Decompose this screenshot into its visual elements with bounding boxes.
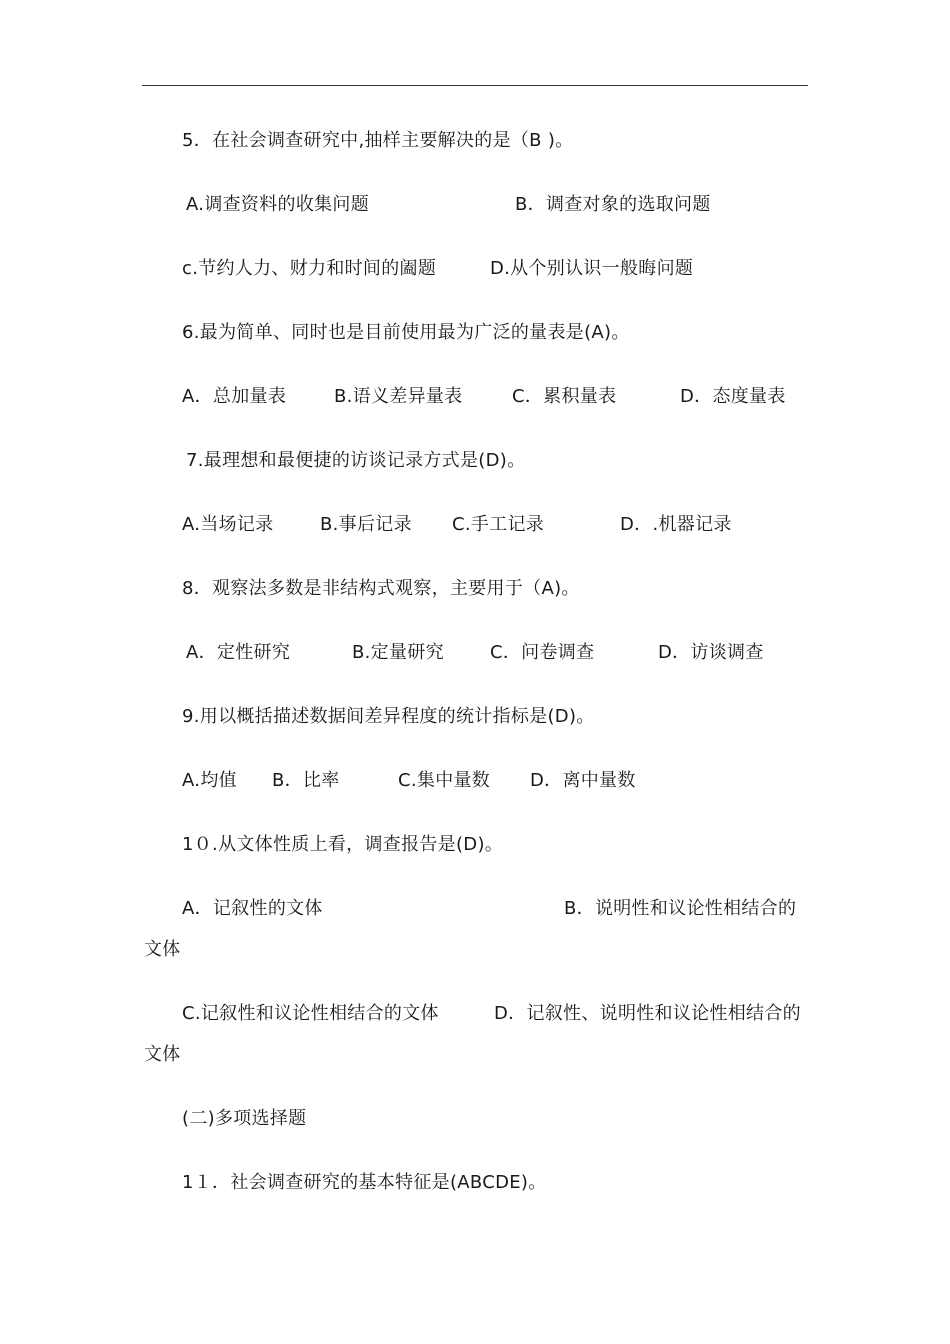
q5-option-a: A.调查资料的收集问题	[186, 194, 370, 215]
q8-stem: 8．观察法多数是非结构式观察，主要用于（A)。	[182, 578, 580, 599]
q7-stem: 7.最理想和最便捷的访谈记录方式是(D)。	[186, 450, 526, 471]
section-title: (二)多项选择题	[182, 1108, 307, 1129]
q6-option-b: B.语义差异量表	[334, 386, 463, 407]
q10-option-c: C.记叙性和议论性相结合的文体	[182, 1003, 439, 1024]
q11-stem: 1１．社会调查研究的基本特征是(ABCDE)。	[182, 1172, 547, 1193]
q6-option-d: D．态度量表	[680, 386, 786, 407]
q5-option-c: c.节约人力、财力和时间的阖题	[182, 258, 437, 279]
q8-option-c: C．问卷调查	[490, 642, 595, 663]
q10-option-a: A．记叙性的文体	[182, 898, 323, 919]
q7-option-d: D．.机器记录	[620, 514, 732, 535]
q6-option-a: A．总加量表	[182, 386, 287, 407]
q8-option-a: A．定性研究	[186, 642, 291, 663]
q8-option-b: B.定量研究	[352, 642, 444, 663]
q9-stem: 9.用以概括描述数据间差异程度的统计指标是(D)。	[182, 706, 595, 727]
q7-option-b: B.事后记录	[320, 514, 412, 535]
q9-option-a: A.均值	[182, 770, 237, 791]
q10-option-b: B．说明性和议论性相结合的	[564, 898, 797, 919]
q9-option-c: C.集中量数	[398, 770, 491, 791]
q10-option-d-continuation: 文体	[144, 1044, 181, 1065]
q9-option-d: D．离中量数	[530, 770, 636, 791]
q9-option-b: B．比率	[272, 770, 340, 791]
q5-option-d: D.从个别认识一般晦问题	[490, 258, 694, 279]
q8-option-d: D．访谈调查	[658, 642, 764, 663]
q10-option-d: D．记叙性、说明性和议论性相结合的	[494, 1003, 801, 1024]
q5-option-b: B．调查对象的选取问题	[515, 194, 711, 215]
q7-option-c: C.手工记录	[452, 514, 545, 535]
q10-option-b-continuation: 文体	[144, 939, 181, 960]
header-rule	[142, 85, 808, 86]
q10-stem: 1０.从文体性质上看，调查报告是(D)。	[182, 834, 504, 855]
q5-stem: 5．在社会调查研究中,抽样主要解决的是（B )。	[182, 130, 574, 151]
q6-option-c: C．累积量表	[512, 386, 617, 407]
q6-stem: 6.最为简单、同时也是目前使用最为广泛的量表是(A)。	[182, 322, 630, 343]
q7-option-a: A.当场记录	[182, 514, 274, 535]
